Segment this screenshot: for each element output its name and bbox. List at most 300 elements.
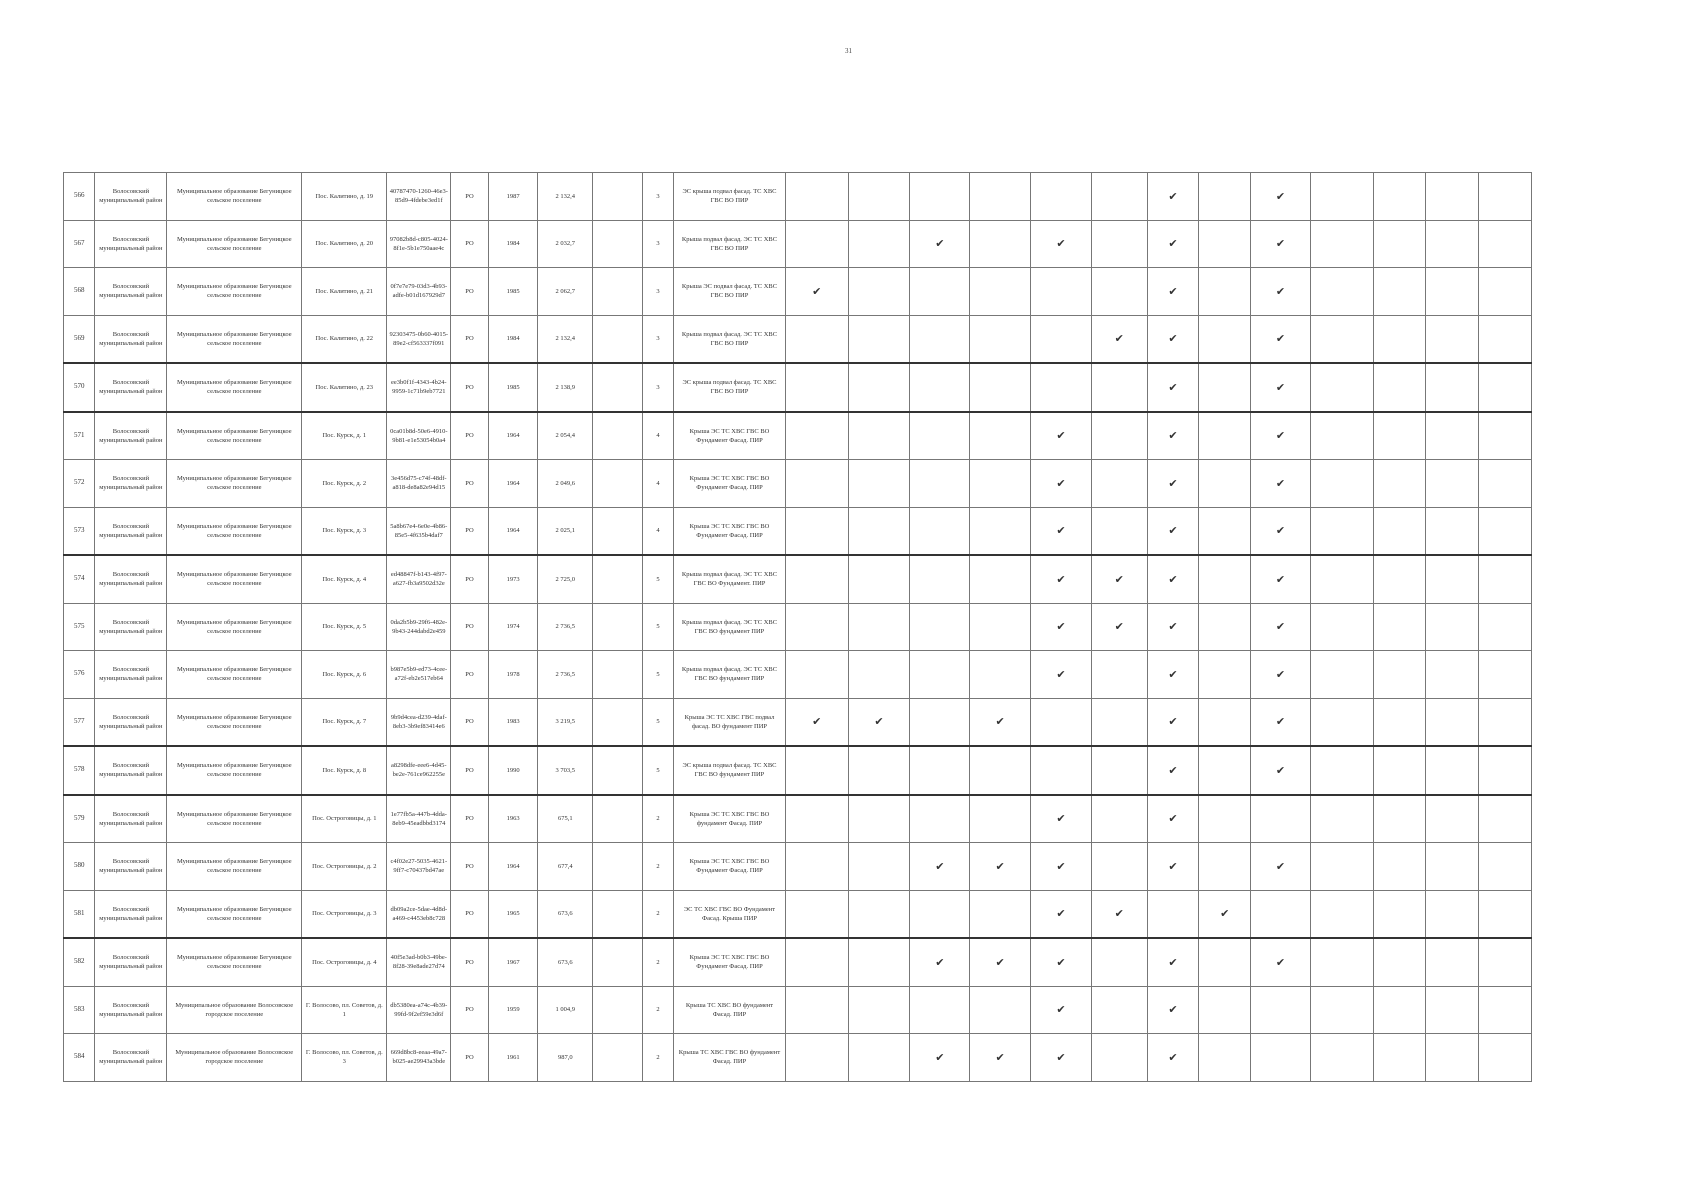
address-cell: Пос. Курск, д. 8: [302, 746, 387, 795]
empty-check-cell: [1373, 268, 1426, 316]
area-cell: 2 736,5: [538, 651, 593, 699]
empty-cell: [593, 1034, 643, 1082]
empty-check-cell: [848, 220, 910, 268]
address-cell: Пос. Курск, д. 6: [302, 651, 387, 699]
check-mark-icon: ✔: [1251, 698, 1311, 746]
check-mark-icon: ✔: [1147, 315, 1199, 363]
floors-cell: 5: [642, 651, 673, 699]
check-mark-icon: ✔: [1147, 698, 1199, 746]
district-cell: Волосовский муниципальный район: [95, 603, 167, 651]
area-cell: 2 049,6: [538, 460, 593, 508]
empty-cell: [593, 795, 643, 843]
check-mark-icon: ✔: [1147, 173, 1199, 221]
check-mark-icon: ✔: [1251, 746, 1311, 795]
row-number-cell: 579: [64, 795, 95, 843]
guid-cell: 669d8bc8-eeaa-49a7-b025-ae29943a3bde: [387, 1034, 451, 1082]
works-list-cell: Крыша ЭС ТС ХВС ГВС ВО Фундамент Фасад. ПИР: [674, 507, 786, 555]
empty-check-cell: [1091, 746, 1147, 795]
check-mark-icon: ✔: [1031, 1034, 1092, 1082]
area-cell: 2 062,7: [538, 268, 593, 316]
floors-cell: 4: [642, 460, 673, 508]
empty-check-cell: [1426, 795, 1479, 843]
fund-form-cell: РО: [451, 268, 489, 316]
address-cell: Г. Волосово, пл. Советов, д. 3: [302, 1034, 387, 1082]
table-row: [64, 412, 1532, 460]
empty-check-cell: [970, 220, 1031, 268]
address-cell: Пос. Калитино, д. 21: [302, 268, 387, 316]
empty-check-cell: [970, 795, 1031, 843]
empty-check-cell: [1091, 363, 1147, 412]
fund-form-cell: РО: [451, 698, 489, 746]
guid-cell: 40787470-1260-46e3-85d9-4fdebe3ed1f: [387, 173, 451, 221]
works-list-cell: ЭС крыша подвал фасад. ТС ХВС ГВС ВО ПИР: [674, 173, 786, 221]
year-built-cell: 1985: [488, 268, 538, 316]
empty-check-cell: [910, 460, 970, 508]
empty-cell: [593, 986, 643, 1034]
floors-cell: 5: [642, 603, 673, 651]
district-cell: Волосовский муниципальный район: [95, 1034, 167, 1082]
empty-check-cell: [848, 746, 910, 795]
address-cell: Пос. Калитино, д. 20: [302, 220, 387, 268]
works-list-cell: ЭС крыша подвал фасад. ТС ХВС ГВС ВО ПИР: [674, 363, 786, 412]
empty-check-cell: [785, 986, 848, 1034]
floors-cell: 2: [642, 795, 673, 843]
address-cell: Пос. Курск, д. 1: [302, 412, 387, 460]
empty-check-cell: [1091, 1034, 1147, 1082]
empty-check-cell: [1199, 507, 1251, 555]
empty-check-cell: [848, 986, 910, 1034]
check-mark-icon: ✔: [1251, 220, 1311, 268]
empty-cell: [1479, 412, 1532, 460]
address-cell: Пос. Калитино, д. 23: [302, 363, 387, 412]
address-cell: Пос. Калитино, д. 19: [302, 173, 387, 221]
year-built-cell: 1964: [488, 460, 538, 508]
row-number-cell: 583: [64, 986, 95, 1034]
check-mark-icon: ✔: [1031, 938, 1092, 986]
empty-cell: [1479, 746, 1532, 795]
empty-cell: [1479, 651, 1532, 699]
check-mark-icon: ✔: [1147, 412, 1199, 460]
empty-check-cell: [1199, 651, 1251, 699]
municipality-cell: Муниципальное образование Бегуницкое сельское поселение: [167, 890, 302, 938]
empty-check-cell: [1426, 173, 1479, 221]
district-cell: Волосовский муниципальный район: [95, 268, 167, 316]
address-cell: Пос. Курск, д. 4: [302, 555, 387, 603]
empty-check-cell: [1373, 698, 1426, 746]
empty-cell: [593, 460, 643, 508]
municipality-cell: Муниципальное образование Бегуницкое сельское поселение: [167, 220, 302, 268]
check-mark-icon: ✔: [1031, 412, 1092, 460]
floors-cell: 2: [642, 890, 673, 938]
table-row: [64, 938, 1532, 986]
empty-check-cell: [910, 412, 970, 460]
guid-cell: 0da2b5b9-29f6-482e-9b43-244dabd2e459: [387, 603, 451, 651]
empty-check-cell: [1091, 938, 1147, 986]
empty-check-cell: [1310, 412, 1373, 460]
empty-check-cell: [910, 795, 970, 843]
fund-form-cell: РО: [451, 460, 489, 508]
table-row: [64, 986, 1532, 1034]
empty-check-cell: [848, 315, 910, 363]
empty-check-cell: [848, 412, 910, 460]
guid-cell: ee3b0f1f-4343-4b24-9959-1c71b9eb7721: [387, 363, 451, 412]
empty-check-cell: [848, 268, 910, 316]
works-list-cell: Крыша ЭС ТС ХВС ГВС ВО фундамент Фасад. ПИР: [674, 795, 786, 843]
fund-form-cell: РО: [451, 555, 489, 603]
area-cell: 3 703,5: [538, 746, 593, 795]
row-number-cell: 568: [64, 268, 95, 316]
empty-check-cell: [785, 315, 848, 363]
check-mark-icon: ✔: [1251, 843, 1311, 891]
empty-cell: [1479, 315, 1532, 363]
empty-check-cell: [970, 555, 1031, 603]
empty-cell: [593, 698, 643, 746]
year-built-cell: 1990: [488, 746, 538, 795]
guid-cell: a8298dfe-eee6-4d45-be2e-761ce962255e: [387, 746, 451, 795]
empty-cell: [1479, 173, 1532, 221]
row-number-cell: 581: [64, 890, 95, 938]
guid-cell: 0f7e7e79-03d3-4b93-adfe-b01d167929d7: [387, 268, 451, 316]
empty-cell: [1479, 460, 1532, 508]
guid-cell: 9b9d4cea-d239-4daf-8eb3-3b9ef83414e6: [387, 698, 451, 746]
area-cell: 2 138,9: [538, 363, 593, 412]
empty-check-cell: [1310, 698, 1373, 746]
fund-form-cell: РО: [451, 986, 489, 1034]
municipality-cell: Муниципальное образование Бегуницкое сельское поселение: [167, 268, 302, 316]
guid-cell: 92303475-0b60-4015-89e2-cf563337f091: [387, 315, 451, 363]
row-number-cell: 584: [64, 1034, 95, 1082]
check-mark-icon: ✔: [1147, 220, 1199, 268]
check-mark-icon: ✔: [1147, 651, 1199, 699]
year-built-cell: 1964: [488, 843, 538, 891]
empty-check-cell: [970, 268, 1031, 316]
row-number-cell: 580: [64, 843, 95, 891]
empty-cell: [1479, 698, 1532, 746]
municipality-cell: Муниципальное образование Бегуницкое сельское поселение: [167, 315, 302, 363]
empty-cell: [593, 173, 643, 221]
empty-check-cell: [1091, 795, 1147, 843]
municipality-cell: Муниципальное образование Бегуницкое сельское поселение: [167, 746, 302, 795]
area-cell: 2 132,4: [538, 173, 593, 221]
empty-check-cell: [1031, 363, 1092, 412]
empty-check-cell: [1251, 986, 1311, 1034]
check-mark-icon: ✔: [910, 220, 970, 268]
empty-check-cell: [1091, 412, 1147, 460]
empty-check-cell: [910, 555, 970, 603]
empty-check-cell: [1373, 746, 1426, 795]
table-row: [64, 651, 1532, 699]
check-mark-icon: ✔: [1031, 460, 1092, 508]
check-mark-icon: ✔: [1031, 890, 1092, 938]
check-mark-icon: ✔: [1147, 986, 1199, 1034]
empty-check-cell: [848, 1034, 910, 1082]
empty-check-cell: [1426, 1034, 1479, 1082]
empty-cell: [593, 363, 643, 412]
empty-check-cell: [910, 651, 970, 699]
empty-cell: [1479, 220, 1532, 268]
area-cell: 2 054,4: [538, 412, 593, 460]
empty-check-cell: [1251, 890, 1311, 938]
works-list-cell: Крыша ЭС ТС ХВС ГВС ВО Фундамент Фасад. ПИР: [674, 938, 786, 986]
check-mark-icon: ✔: [970, 938, 1031, 986]
municipality-cell: Муниципальное образование Бегуницкое сельское поселение: [167, 603, 302, 651]
row-number-cell: 569: [64, 315, 95, 363]
check-mark-icon: ✔: [1031, 843, 1092, 891]
check-mark-icon: ✔: [970, 843, 1031, 891]
empty-check-cell: [1373, 412, 1426, 460]
check-mark-icon: ✔: [1147, 938, 1199, 986]
empty-cell: [1479, 843, 1532, 891]
empty-check-cell: [1373, 315, 1426, 363]
works-list-cell: Крыша ТС ХВС ВО фундамент Фасад. ПИР: [674, 986, 786, 1034]
municipality-cell: Муниципальное образование Бегуницкое сельское поселение: [167, 795, 302, 843]
fund-form-cell: РО: [451, 507, 489, 555]
check-mark-icon: ✔: [1147, 268, 1199, 316]
row-number-cell: 573: [64, 507, 95, 555]
guid-cell: db09a2ce-5dae-4d8d-a469-c4453eb8c728: [387, 890, 451, 938]
check-mark-icon: ✔: [1147, 746, 1199, 795]
empty-check-cell: [785, 173, 848, 221]
table-row: [64, 173, 1532, 221]
check-mark-icon: ✔: [1251, 603, 1311, 651]
table-row: [64, 507, 1532, 555]
empty-cell: [593, 507, 643, 555]
empty-check-cell: [970, 412, 1031, 460]
empty-check-cell: [1199, 173, 1251, 221]
check-mark-icon: ✔: [1091, 315, 1147, 363]
empty-check-cell: [970, 173, 1031, 221]
empty-check-cell: [1310, 460, 1373, 508]
district-cell: Волосовский муниципальный район: [95, 412, 167, 460]
district-cell: Волосовский муниципальный район: [95, 651, 167, 699]
empty-cell: [593, 555, 643, 603]
year-built-cell: 1959: [488, 986, 538, 1034]
municipality-cell: Муниципальное образование Бегуницкое сельское поселение: [167, 460, 302, 508]
works-list-cell: Крыша ТС ХВС ГВС ВО фундамент Фасад. ПИР: [674, 1034, 786, 1082]
row-number-cell: 577: [64, 698, 95, 746]
check-mark-icon: ✔: [1147, 507, 1199, 555]
row-number-cell: 571: [64, 412, 95, 460]
empty-check-cell: [1199, 746, 1251, 795]
empty-check-cell: [848, 173, 910, 221]
empty-cell: [1479, 1034, 1532, 1082]
check-mark-icon: ✔: [1031, 986, 1092, 1034]
empty-check-cell: [1373, 220, 1426, 268]
check-mark-icon: ✔: [1031, 603, 1092, 651]
municipality-cell: Муниципальное образование Бегуницкое сельское поселение: [167, 412, 302, 460]
empty-check-cell: [848, 460, 910, 508]
floors-cell: 2: [642, 1034, 673, 1082]
empty-check-cell: [1310, 651, 1373, 699]
fund-form-cell: РО: [451, 1034, 489, 1082]
empty-check-cell: [1373, 795, 1426, 843]
works-list-cell: Крыша подвал фасад. ЭС ТС ХВС ГВС ВО ПИР: [674, 220, 786, 268]
check-mark-icon: ✔: [1147, 843, 1199, 891]
area-cell: 1 004,9: [538, 986, 593, 1034]
fund-form-cell: РО: [451, 603, 489, 651]
year-built-cell: 1961: [488, 1034, 538, 1082]
area-cell: 2 032,7: [538, 220, 593, 268]
table-row: [64, 220, 1532, 268]
empty-check-cell: [1199, 268, 1251, 316]
check-mark-icon: ✔: [1031, 507, 1092, 555]
empty-cell: [1479, 603, 1532, 651]
empty-check-cell: [1426, 363, 1479, 412]
address-cell: Пос. Остроговицы, д. 1: [302, 795, 387, 843]
area-cell: 677,4: [538, 843, 593, 891]
empty-check-cell: [1091, 268, 1147, 316]
district-cell: Волосовский муниципальный район: [95, 698, 167, 746]
area-cell: 2 736,5: [538, 603, 593, 651]
empty-check-cell: [785, 795, 848, 843]
floors-cell: 4: [642, 507, 673, 555]
fund-form-cell: РО: [451, 412, 489, 460]
row-number-cell: 574: [64, 555, 95, 603]
fund-form-cell: РО: [451, 173, 489, 221]
floors-cell: 3: [642, 268, 673, 316]
empty-cell: [593, 651, 643, 699]
fund-form-cell: РО: [451, 843, 489, 891]
empty-check-cell: [1199, 698, 1251, 746]
empty-cell: [593, 746, 643, 795]
check-mark-icon: ✔: [910, 938, 970, 986]
empty-check-cell: [1373, 363, 1426, 412]
works-list-cell: Крыша подвал фасад. ЭС ТС ХВС ГВС ВО Фундамент. ПИР: [674, 555, 786, 603]
municipality-cell: Муниципальное образование Бегуницкое сельское поселение: [167, 173, 302, 221]
table-row: [64, 555, 1532, 603]
check-mark-icon: ✔: [1091, 890, 1147, 938]
year-built-cell: 1987: [488, 173, 538, 221]
municipality-cell: Муниципальное образование Волосовское городское поселение: [167, 986, 302, 1034]
works-list-cell: Крыша ЭС подвал фасад. ТС ХВС ГВС ВО ПИР: [674, 268, 786, 316]
empty-check-cell: [1091, 173, 1147, 221]
row-number-cell: 582: [64, 938, 95, 986]
empty-check-cell: [1310, 507, 1373, 555]
empty-check-cell: [1199, 603, 1251, 651]
address-cell: Пос. Курск, д. 2: [302, 460, 387, 508]
works-list-cell: Крыша ЭС ТС ХВС ГВС ВО Фундамент Фасад. ПИР: [674, 460, 786, 508]
empty-check-cell: [1199, 986, 1251, 1034]
empty-check-cell: [785, 938, 848, 986]
floors-cell: 5: [642, 746, 673, 795]
check-mark-icon: ✔: [1251, 938, 1311, 986]
check-mark-icon: ✔: [1031, 220, 1092, 268]
address-cell: Пос. Остроговицы, д. 2: [302, 843, 387, 891]
empty-check-cell: [1031, 746, 1092, 795]
empty-check-cell: [1373, 460, 1426, 508]
area-cell: 2 132,4: [538, 315, 593, 363]
floors-cell: 3: [642, 173, 673, 221]
empty-cell: [593, 843, 643, 891]
empty-check-cell: [1091, 986, 1147, 1034]
empty-check-cell: [970, 363, 1031, 412]
empty-cell: [593, 220, 643, 268]
empty-check-cell: [1426, 651, 1479, 699]
check-mark-icon: ✔: [1251, 412, 1311, 460]
empty-check-cell: [910, 507, 970, 555]
empty-check-cell: [1199, 315, 1251, 363]
empty-check-cell: [1310, 746, 1373, 795]
floors-cell: 3: [642, 315, 673, 363]
district-cell: Волосовский муниципальный район: [95, 173, 167, 221]
empty-check-cell: [1031, 268, 1092, 316]
district-cell: Волосовский муниципальный район: [95, 795, 167, 843]
check-mark-icon: ✔: [1031, 555, 1092, 603]
empty-check-cell: [1373, 507, 1426, 555]
check-mark-icon: ✔: [1147, 363, 1199, 412]
year-built-cell: 1964: [488, 507, 538, 555]
empty-check-cell: [1373, 173, 1426, 221]
area-cell: 675,1: [538, 795, 593, 843]
floors-cell: 5: [642, 555, 673, 603]
empty-check-cell: [1091, 460, 1147, 508]
guid-cell: 1e77fb5a-447b-4dda-8eb9-45eadbbd3174: [387, 795, 451, 843]
empty-check-cell: [1426, 412, 1479, 460]
empty-check-cell: [1426, 220, 1479, 268]
fund-form-cell: РО: [451, 938, 489, 986]
empty-check-cell: [1310, 173, 1373, 221]
empty-check-cell: [785, 746, 848, 795]
year-built-cell: 1973: [488, 555, 538, 603]
empty-check-cell: [1147, 890, 1199, 938]
works-list-cell: ЭС ТС ХВС ГВС ВО Фундамент Фасад. Крыша ПИР: [674, 890, 786, 938]
empty-check-cell: [970, 746, 1031, 795]
area-cell: 673,6: [538, 890, 593, 938]
empty-check-cell: [1426, 507, 1479, 555]
year-built-cell: 1964: [488, 412, 538, 460]
area-cell: 987,0: [538, 1034, 593, 1082]
empty-check-cell: [910, 173, 970, 221]
empty-check-cell: [1426, 843, 1479, 891]
district-cell: Волосовский муниципальный район: [95, 460, 167, 508]
empty-check-cell: [910, 698, 970, 746]
empty-cell: [593, 603, 643, 651]
empty-check-cell: [1199, 1034, 1251, 1082]
check-mark-icon: ✔: [1251, 555, 1311, 603]
empty-check-cell: [848, 555, 910, 603]
empty-check-cell: [1310, 890, 1373, 938]
floors-cell: 2: [642, 843, 673, 891]
guid-cell: 40f5e3ad-b0b3-49be-8f28-39e8ade27d74: [387, 938, 451, 986]
empty-cell: [593, 890, 643, 938]
district-cell: Волосовский муниципальный район: [95, 890, 167, 938]
empty-check-cell: [1091, 507, 1147, 555]
empty-check-cell: [785, 220, 848, 268]
empty-check-cell: [848, 603, 910, 651]
table-row: [64, 315, 1532, 363]
check-mark-icon: ✔: [1147, 460, 1199, 508]
empty-check-cell: [785, 603, 848, 651]
empty-check-cell: [848, 651, 910, 699]
empty-cell: [593, 315, 643, 363]
municipality-cell: Муниципальное образование Бегуницкое сельское поселение: [167, 555, 302, 603]
works-list-cell: ЭС крыша подвал фасад. ТС ХВС ГВС ВО фундамент ПИР: [674, 746, 786, 795]
address-cell: Пос. Курск, д. 3: [302, 507, 387, 555]
empty-cell: [1479, 555, 1532, 603]
empty-cell: [1479, 268, 1532, 316]
empty-cell: [1479, 890, 1532, 938]
row-number-cell: 572: [64, 460, 95, 508]
empty-cell: [593, 412, 643, 460]
fund-form-cell: РО: [451, 795, 489, 843]
empty-check-cell: [1426, 746, 1479, 795]
empty-check-cell: [785, 460, 848, 508]
table-row: [64, 1034, 1532, 1082]
empty-check-cell: [1426, 555, 1479, 603]
district-cell: Волосовский муниципальный район: [95, 938, 167, 986]
guid-cell: 3e456d75-c74f-48df-a818-de8a82e94d15: [387, 460, 451, 508]
works-list-cell: Крыша ЭС ТС ХВС ГВС ВО Фундамент Фасад. ПИР: [674, 412, 786, 460]
